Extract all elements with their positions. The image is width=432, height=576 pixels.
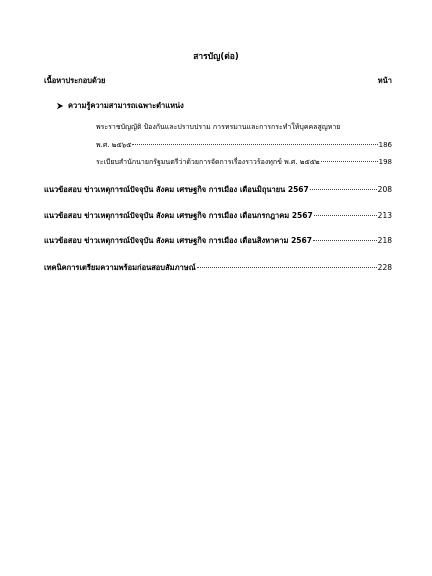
toc-entry-text: แนวข้อสอบ ข่าวเหตุการณ์ปัจจุบัน สังคม เศรษฐกิจ การเมือง เดือนมิถุนายน 2567 xyxy=(44,185,309,194)
toc-entry-text: แนวข้อสอบ ข่าวเหตุการณ์ปัจจุบัน สังคม เศรษฐกิจ การเมือง เดือนสิงหาคาม 2567 xyxy=(44,236,312,245)
toc-entry-row xyxy=(44,262,392,274)
contents-column-header: เนื้อหาประกอบด้วย xyxy=(44,76,106,85)
section-heading xyxy=(56,100,184,112)
toc-subitem-text: พ.ศ. ๒๕๖๕ xyxy=(96,141,132,149)
page-column-header: หน้า xyxy=(377,76,392,85)
dot-leader xyxy=(313,240,377,241)
toc-entry-row xyxy=(44,235,392,247)
toc-subitem-row xyxy=(96,140,392,151)
toc-subitem-row xyxy=(96,157,392,168)
toc-page-number: 186 xyxy=(378,141,392,149)
dot-leader xyxy=(197,267,377,268)
dot-leader xyxy=(314,215,377,216)
arrow-bullet-icon xyxy=(56,102,64,110)
toc-subitem-line: พระราชบัญญัติ ป้องกันและปราบปราม การทรมานและการกระทำให้บุคคลสูญหาย xyxy=(96,123,341,131)
toc-page-number: 198 xyxy=(378,158,392,166)
toc-page-number: 213 xyxy=(377,211,392,220)
dot-leader xyxy=(132,144,377,145)
toc-entry-text: เทคนิคการเตรียมความพร้อมก่อนสอบสัมภาษณ์ xyxy=(44,263,196,272)
toc-entry-row xyxy=(44,184,392,196)
toc-subitem-text: ระเบียบสำนักนายกรัฐมนตรีว่าด้วยการจัดการเรื่องราวร้องทุกข์ พ.ศ. ๒๕๕๒ xyxy=(96,158,320,166)
toc-entry-text: แนวข้อสอบ ข่าวเหตุการณ์ปัจจุบัน สังคม เศรษฐกิจ การเมือง เดือนกรกฎาคม 2567 xyxy=(44,211,313,220)
toc-page-number: 208 xyxy=(377,185,392,194)
toc-page-number: 218 xyxy=(377,236,392,245)
dot-leader xyxy=(321,161,378,162)
section-heading-label: ความรู้ความสามารถเฉพาะตำแหน่ง xyxy=(68,101,184,110)
toc-page-number: 228 xyxy=(377,263,392,272)
page-title: สารบัญ(ต่อ) xyxy=(193,52,239,62)
dot-leader xyxy=(310,189,377,190)
toc-entry-row xyxy=(44,210,392,222)
